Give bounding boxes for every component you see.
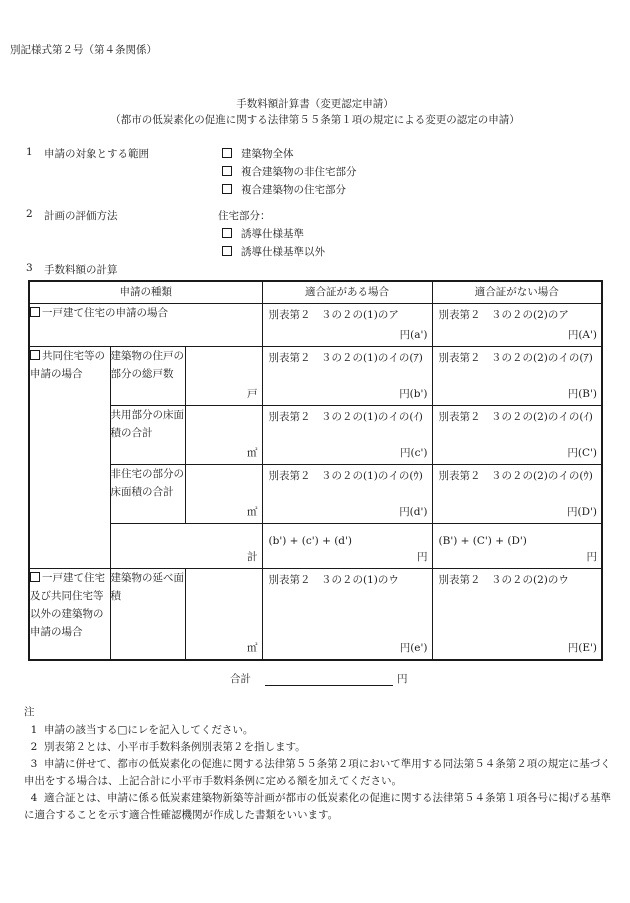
table-row <box>29 464 602 523</box>
section2-label: 計画の評価方法 <box>44 210 118 222</box>
method-option-guided-spec[interactable]: 誘導仕様基準 <box>222 226 304 241</box>
total-row <box>230 671 408 686</box>
group2-with-ref1: 別表第２ ３の２の(1)のイの(ｱ) <box>268 351 423 364</box>
section3-label: 手数料額の計算 <box>44 264 118 276</box>
document-title: 手数料額計算書（変更認定申請） <box>236 98 394 110</box>
group2-sub2: 共用部分の床面積の合計 <box>110 405 185 464</box>
checkbox-icon[interactable] <box>222 246 232 256</box>
row1-label: 一戸建て住宅の申請の場合 <box>42 306 168 319</box>
section3-number: 3 <box>26 262 33 274</box>
header-type: 申請の種類 <box>29 281 262 303</box>
table-row <box>29 523 602 568</box>
row1-with-amount: 円(a') <box>399 328 428 341</box>
note-item: 4 適合証とは、申請に係る低炭素建築物新築等計画が都市の低炭素化の促進に関する法律第５４条第１項各号に掲げる基準に適合することを示す適合性確認機関が作成した書類をいいます。 <box>24 792 611 821</box>
group2-without-amount1: 円(B') <box>567 387 597 400</box>
row1-without-amount: 円(A') <box>567 328 597 341</box>
scope-option-residential[interactable]: 複合建築物の住宅部分 <box>222 182 346 197</box>
row3-with-ref: 別表第２ ３の２の(1)のウ <box>268 573 399 586</box>
group2-without-ref3: 別表第２ ３の２の(2)のイの(ｳ) <box>438 469 593 482</box>
section1-label: 申請の対象とする範囲 <box>44 148 149 160</box>
checkbox-icon[interactable] <box>30 307 40 317</box>
table-row <box>29 405 602 464</box>
form-label: 別記様式第２号（第４条関係） <box>10 44 157 56</box>
document-subtitle: （都市の低炭素化の促進に関する法律第５５条第１項の規定による変更の認定の申請） <box>110 114 520 126</box>
notes-heading: 注 <box>24 706 35 718</box>
total-input-line[interactable] <box>265 673 393 686</box>
row1-with-ref: 別表第２ ３の２の(1)のア <box>268 308 399 321</box>
checkbox-icon[interactable] <box>30 572 40 582</box>
row3-without-ref: 別表第２ ３の２の(2)のウ <box>438 573 569 586</box>
group2-with-ref2: 別表第２ ３の２の(1)のイの(ｲ) <box>268 410 423 423</box>
group2-without-ref2: 別表第２ ３の２の(2)のイの(ｲ) <box>438 410 593 423</box>
section1-number: 1 <box>26 146 33 158</box>
row1-without-ref: 別表第２ ３の２の(2)のア <box>438 308 569 321</box>
group2-without-amount3: 円(D') <box>567 505 597 518</box>
checkbox-icon[interactable] <box>222 184 232 194</box>
method-option-other[interactable]: 誘導仕様基準以外 <box>222 244 325 259</box>
group2-sub1: 建築物の住戸の部分の総戸数 <box>110 346 185 405</box>
group2-unit1: 戸 <box>247 387 258 400</box>
row3-with-amount: 円(e') <box>399 641 428 654</box>
table-row <box>29 568 602 660</box>
group2-unit3: ㎡ <box>247 505 258 518</box>
note-item: 1 申請の該当する□にレを記入してください。 <box>30 724 254 736</box>
group2-with-amount3: 円(d') <box>399 505 428 518</box>
note-item: 2 別表第２とは、小平市手数料条例別表第２を指します。 <box>30 741 306 753</box>
total-unit: 円 <box>397 673 408 685</box>
group2-with-sum-unit: 円 <box>417 550 428 563</box>
checkbox-icon[interactable] <box>222 228 232 238</box>
row3-label: 一戸建て住宅及び共同住宅等以外の建築物の申請の場合 <box>30 571 105 638</box>
group2-sub3: 非住宅の部分の床面積の合計 <box>110 464 185 523</box>
group2-without-amount2: 円(C') <box>567 446 597 459</box>
header-without-cert: 適合証がない場合 <box>432 281 602 303</box>
fee-table <box>28 280 603 661</box>
scope-option-nonresidential[interactable]: 複合建築物の非住宅部分 <box>222 164 357 179</box>
group2-without-sum-unit: 円 <box>586 550 597 563</box>
group2-with-amount1: 円(b') <box>399 387 428 400</box>
table-row <box>29 303 602 346</box>
group2-unit2: ㎡ <box>247 446 258 459</box>
scope-option-whole[interactable]: 建築物全体 <box>222 146 294 161</box>
row3-unit: ㎡ <box>247 641 258 654</box>
checkbox-icon[interactable] <box>222 166 232 176</box>
group2-without-sum: (B') + (C') + (D') <box>438 534 527 547</box>
header-with-cert: 適合証がある場合 <box>262 281 432 303</box>
section2-sublabel: 住宅部分： <box>218 210 271 222</box>
group2-with-ref3: 別表第２ ３の２の(1)のイの(ｳ) <box>268 469 423 482</box>
group2-label: 共同住宅等の申請の場合 <box>30 349 105 380</box>
checkbox-icon[interactable] <box>222 148 232 158</box>
group2-with-sum: (b') + (c') + (d') <box>268 534 353 547</box>
row3-without-amount: 円(E') <box>567 641 597 654</box>
total-label: 合計 <box>230 673 251 685</box>
row3-sub: 建築物の延べ面積 <box>110 568 185 660</box>
group2-with-amount2: 円(c') <box>400 446 428 459</box>
section2-number: 2 <box>26 208 33 220</box>
table-row <box>29 346 602 405</box>
checkbox-icon[interactable] <box>30 350 40 360</box>
group2-sum-label: 計 <box>247 550 258 563</box>
group2-without-ref1: 別表第２ ３の２の(2)のイの(ｱ) <box>438 351 593 364</box>
note-item: 3 申請に併せて、都市の低炭素化の促進に関する法律第５５条第２項において準用する同法第５４条第２項の規定に基づく申出をする場合は、上記合計に小平市手数料条例に定める額を加えてください。 <box>24 758 611 787</box>
